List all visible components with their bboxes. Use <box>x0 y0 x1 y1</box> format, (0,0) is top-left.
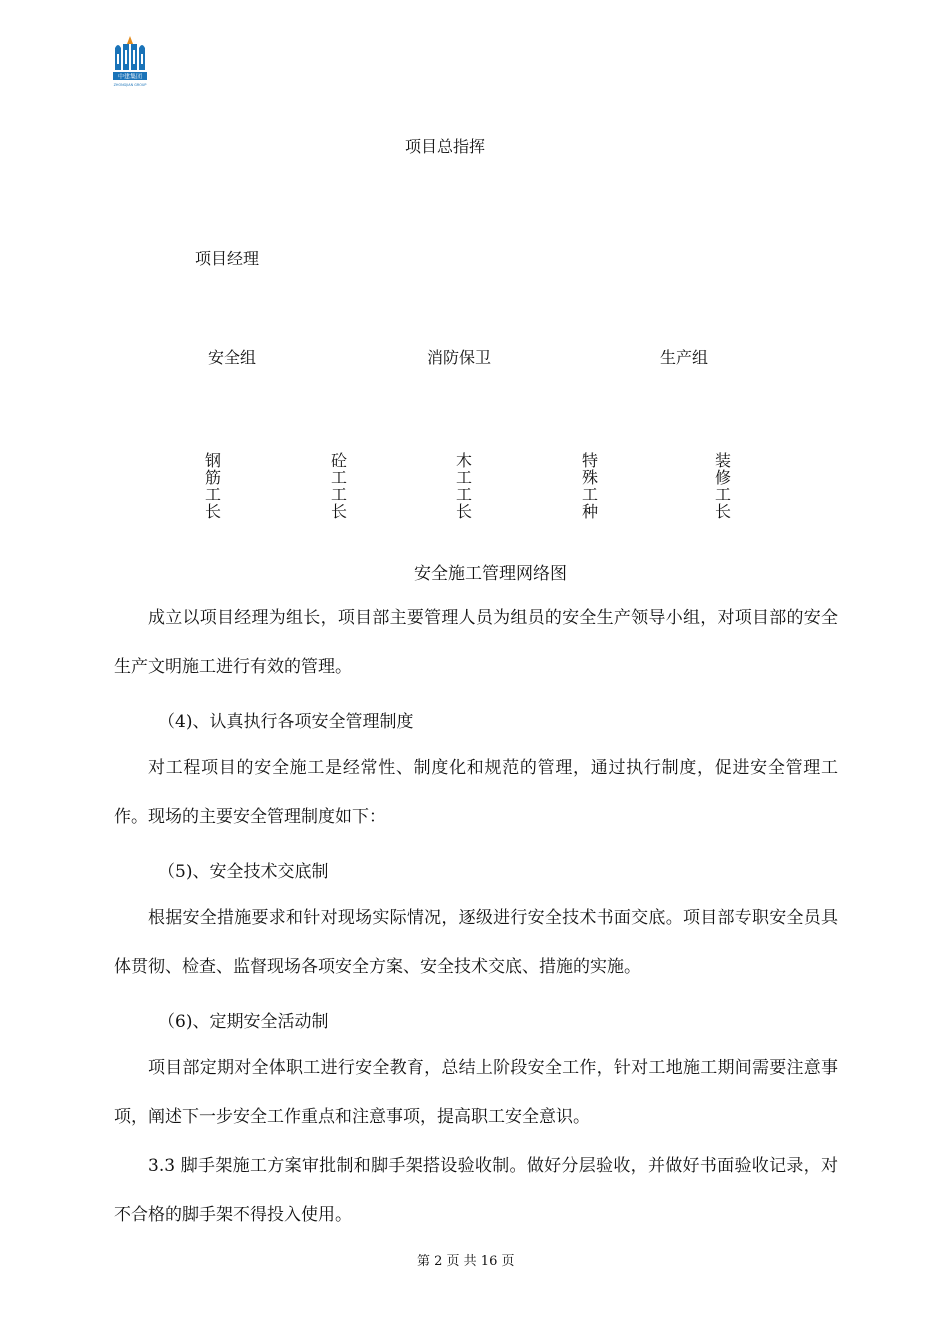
paragraph-technical-briefing: 根据安全措施要求和针对现场实际情况，逐级进行安全技术书面交底。项目部专职安全员具体贯彻、检查、监督现场各项安全方案、安全技术交底、措施的实施。 <box>114 908 838 977</box>
org-foreman-carpentry: 木工工长 <box>455 451 472 521</box>
company-logo <box>112 34 148 88</box>
org-foreman-rebar: 钢筋工长 <box>204 451 221 521</box>
org-foreman-concrete: 砼工工长 <box>330 451 347 521</box>
org-manager-label: 项目经理 <box>195 249 260 268</box>
org-group-fire: 消防保卫 <box>427 348 492 367</box>
paragraph-leadership-group: 成立以项目经理为组长，项目部主要管理人员为组员的安全生产领导小组，对项目部的安全生产文明施工进行有效的管理。 <box>114 608 838 677</box>
section-heading-6: （6)、定期安全活动制 <box>158 1012 329 1032</box>
paragraph-safety-activity: 项目部定期对全体职工进行安全教育，总结上阶段安全工作，针对工地施工期间需要注意事项，阐述下一步安全工作重点和注意事项，提高职工安全意识。 <box>114 1058 838 1127</box>
page-number: 第 2 页 共 16 页 <box>417 1254 515 1269</box>
paragraph-scaffold: 3.3 脚手架施工方案审批制和脚手架搭设验收制。做好分层验收，并做好书面验收记录，对不合格的脚手架不得投入使用。 <box>114 1156 838 1225</box>
org-chart-caption: 安全施工管理网络图 <box>414 564 567 584</box>
org-foreman-decoration: 装修工长 <box>714 451 731 521</box>
org-group-safety: 安全组 <box>208 348 257 367</box>
paragraph-management-system: 对工程项目的安全施工是经常性、制度化和规范的管理，通过执行制度，促进安全管理工作。现场的主要安全管理制度如下： <box>114 758 838 827</box>
logo-text-cn: 中建集团 <box>117 73 143 81</box>
org-foreman-special: 特殊工种 <box>581 451 598 521</box>
org-group-production: 生产组 <box>660 348 709 367</box>
section-heading-4: （4)、认真执行各项安全管理制度 <box>158 712 414 732</box>
zhongjian-group-logo-icon <box>112 34 148 88</box>
section-heading-5: （5)、安全技术交底制 <box>158 862 329 882</box>
logo-text-en: ZHONGJIAN GROUP <box>113 83 147 87</box>
org-top-label: 项目总指挥 <box>405 137 486 156</box>
